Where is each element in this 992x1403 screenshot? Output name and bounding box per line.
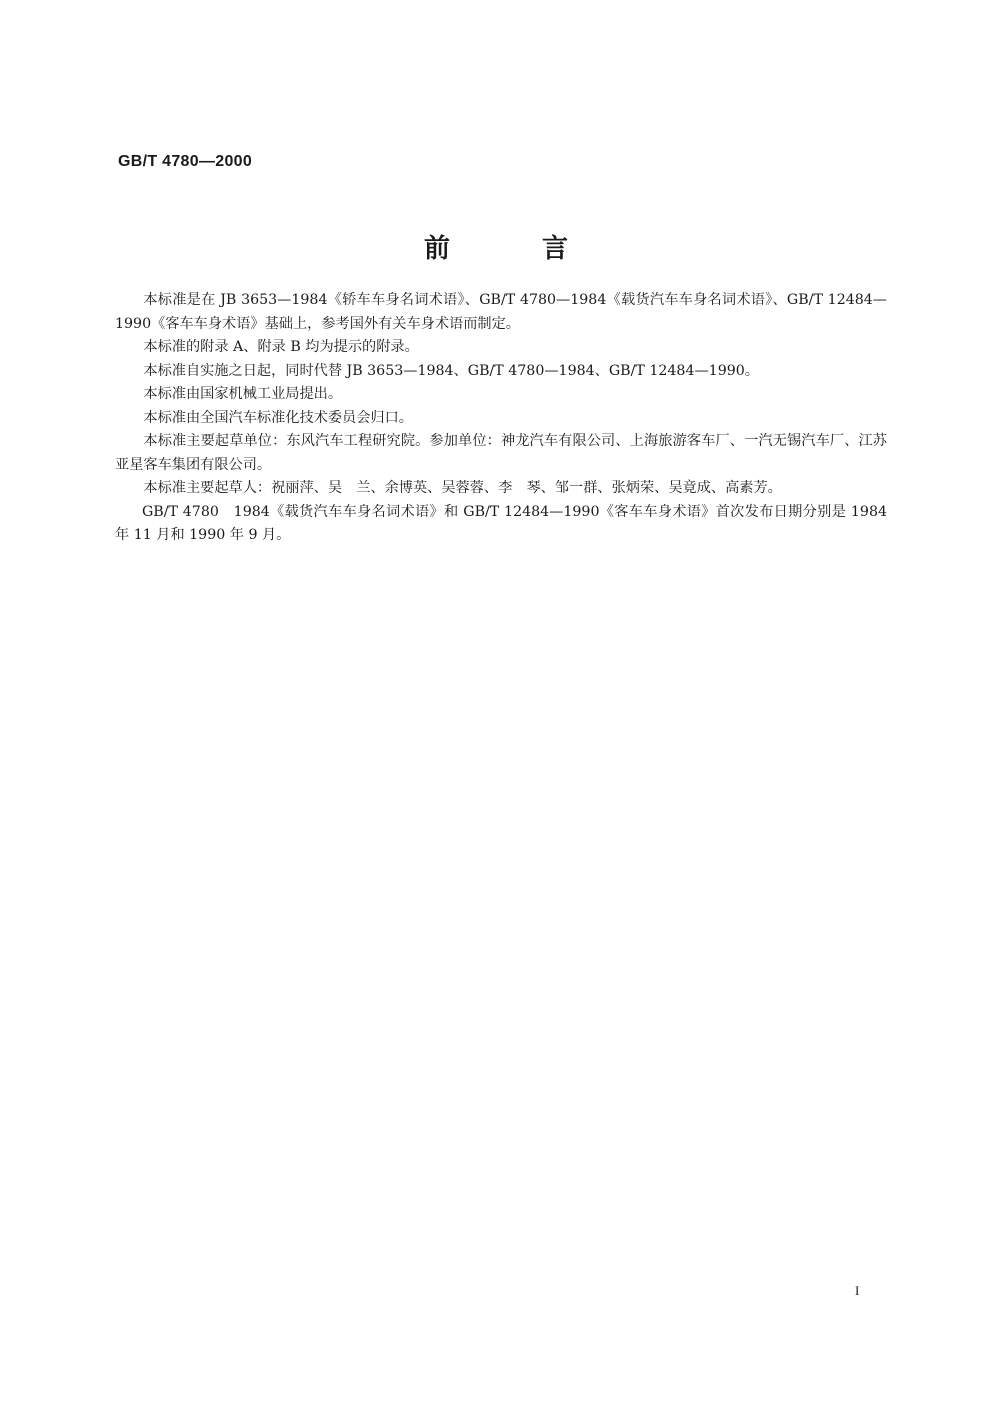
standard-number: GB/T 4780—2000 xyxy=(118,153,253,170)
paragraph-centralized-by: 本标准由全国汽车标准化技术委员会归口。 xyxy=(143,409,413,426)
page-number: I xyxy=(855,1283,860,1298)
title-char-2: 言 xyxy=(542,234,569,264)
paragraph-basis: 本标准是在 JB 3653—1984《轿车车身名词术语》、GB/T 4780—1984《载货汽车车身名词术语》、GB/T 12484—1990《客车车身术语》基础上，参考国外有关车身术语而制定。 xyxy=(115,292,887,332)
paragraph-first-issue: GB/T 4780 1984《载货汽车车身名词术语》和 GB/T 12484—1990《客车车身术语》首次发布日期分别是 1984 年 11 月和 1990 年 9 月。 xyxy=(115,503,887,543)
paragraph-appendix: 本标准的附录 A、附录 B 均为提示的附录。 xyxy=(143,339,419,355)
page-title xyxy=(0,228,992,265)
title-char-1: 前 xyxy=(423,234,450,264)
paragraph-drafting-units: 本标准主要起草单位：东风汽车工程研究院。参加单位：神龙汽车有限公司、上海旅游客车厂、一汽无锡汽车厂、江苏亚星客车集团有限公司。 xyxy=(115,433,887,473)
paragraph-proposed-by: 本标准由国家机械工业局提出。 xyxy=(143,386,343,402)
foreword-body xyxy=(115,289,887,548)
paragraph-replaces: 本标准自实施之日起，同时代替 JB 3653—1984、GB/T 4780—1984、GB/T 12484—1990。 xyxy=(143,362,759,379)
paragraph-drafters: 本标准主要起草人：祝丽萍、吴 兰、余博英、吴蓉蓉、李 琴、邹一群、张炳荣、吴竟成、高素芳。 xyxy=(143,480,782,496)
